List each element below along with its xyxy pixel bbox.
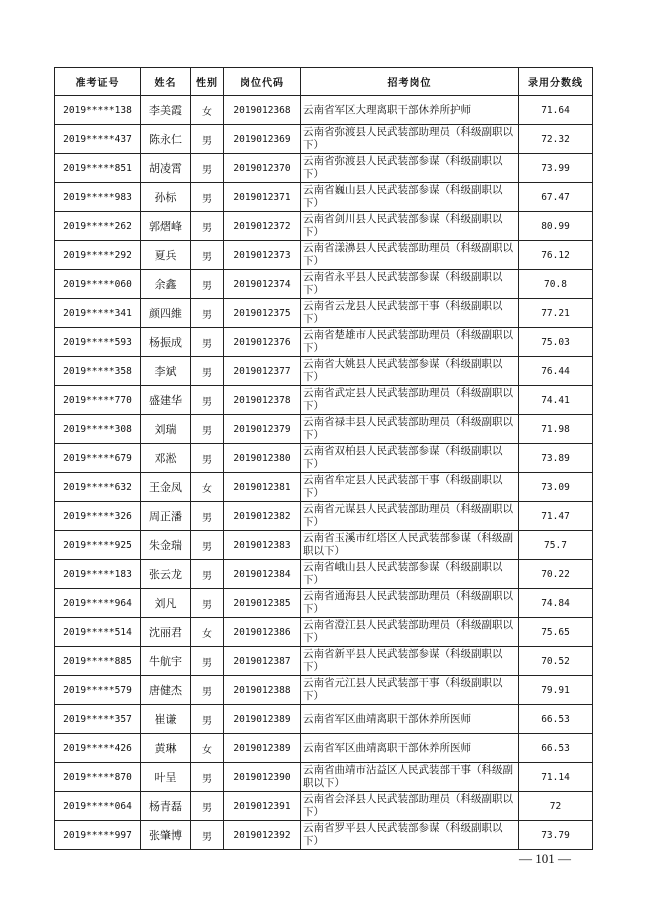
header-score-line: 录用分数线: [519, 68, 593, 96]
gender-cell: 男: [191, 676, 224, 705]
gender-cell: 男: [191, 705, 224, 734]
gender-cell: 男: [191, 792, 224, 821]
table-row: [55, 502, 593, 531]
position-code-cell: 2019012380: [224, 444, 301, 473]
gender-cell: 男: [191, 560, 224, 589]
position-code-cell: 2019012386: [224, 618, 301, 647]
exam-number-cell: 2019*****292: [55, 241, 141, 270]
score-line-cell: 72: [519, 792, 593, 821]
gender-cell: 女: [191, 473, 224, 502]
name-cell: 张云龙: [141, 560, 191, 589]
score-line-cell: 73.79: [519, 821, 593, 850]
position-cell: 云南省大姚县人民武装部参谋（科级副职以下）: [301, 357, 519, 386]
position-cell: 云南省曲靖市沾益区人民武装部干事（科级副职以下）: [301, 763, 519, 792]
gender-cell: 男: [191, 212, 224, 241]
position-code-cell: 2019012385: [224, 589, 301, 618]
position-code-cell: 2019012379: [224, 415, 301, 444]
position-code-cell: 2019012372: [224, 212, 301, 241]
table-row: [55, 299, 593, 328]
table-row: [55, 125, 593, 154]
score-line-cell: 74.41: [519, 386, 593, 415]
score-line-cell: 72.32: [519, 125, 593, 154]
name-cell: 沈丽君: [141, 618, 191, 647]
name-cell: 杨振成: [141, 328, 191, 357]
name-cell: 余鑫: [141, 270, 191, 299]
gender-cell: 男: [191, 183, 224, 212]
position-code-cell: 2019012381: [224, 473, 301, 502]
position-code-cell: 2019012375: [224, 299, 301, 328]
name-cell: 陈永仁: [141, 125, 191, 154]
position-cell: 云南省永平县人民武装部参谋（科级副职以下）: [301, 270, 519, 299]
position-code-cell: 2019012384: [224, 560, 301, 589]
exam-number-cell: 2019*****514: [55, 618, 141, 647]
exam-number-cell: 2019*****851: [55, 154, 141, 183]
exam-number-cell: 2019*****964: [55, 589, 141, 618]
score-line-cell: 75.7: [519, 531, 593, 560]
exam-number-cell: 2019*****262: [55, 212, 141, 241]
position-code-cell: 2019012373: [224, 241, 301, 270]
header-position: 招考岗位: [301, 68, 519, 96]
score-line-cell: 79.91: [519, 676, 593, 705]
name-cell: 夏兵: [141, 241, 191, 270]
exam-number-cell: 2019*****308: [55, 415, 141, 444]
gender-cell: 男: [191, 125, 224, 154]
table-row: [55, 589, 593, 618]
gender-cell: 男: [191, 589, 224, 618]
table-body: [55, 96, 593, 850]
name-cell: 张肇博: [141, 821, 191, 850]
position-cell: 云南省通海县人民武装部助理员（科级副职以下）: [301, 589, 519, 618]
header-name: 姓名: [141, 68, 191, 96]
exam-number-cell: 2019*****593: [55, 328, 141, 357]
table-row: [55, 415, 593, 444]
score-line-cell: 73.09: [519, 473, 593, 502]
gender-cell: 男: [191, 444, 224, 473]
score-line-cell: 67.47: [519, 183, 593, 212]
position-cell: 云南省楚雄市人民武装部助理员（科级副职以下）: [301, 328, 519, 357]
gender-cell: 男: [191, 415, 224, 444]
gender-cell: 男: [191, 763, 224, 792]
exam-number-cell: 2019*****358: [55, 357, 141, 386]
exam-number-cell: 2019*****870: [55, 763, 141, 792]
score-line-cell: 70.52: [519, 647, 593, 676]
position-cell: 云南省双柏县人民武装部参谋（科级副职以下）: [301, 444, 519, 473]
name-cell: 盛建华: [141, 386, 191, 415]
score-line-cell: 71.98: [519, 415, 593, 444]
score-line-cell: 75.03: [519, 328, 593, 357]
gender-cell: 男: [191, 299, 224, 328]
position-code-cell: 2019012374: [224, 270, 301, 299]
score-line-cell: 70.22: [519, 560, 593, 589]
position-cell: 云南省弥渡县人民武装部参谋（科级副职以下）: [301, 154, 519, 183]
name-cell: 孙标: [141, 183, 191, 212]
name-cell: 唐健杰: [141, 676, 191, 705]
position-code-cell: 2019012368: [224, 96, 301, 125]
position-cell: 云南省罗平县人民武装部参谋（科级副职以下）: [301, 821, 519, 850]
gender-cell: 女: [191, 96, 224, 125]
gender-cell: 男: [191, 531, 224, 560]
position-cell: 云南省武定县人民武装部助理员（科级副职以下）: [301, 386, 519, 415]
position-code-cell: 2019012369: [224, 125, 301, 154]
position-cell: 云南省澄江县人民武装部助理员（科级副职以下）: [301, 618, 519, 647]
score-line-cell: 66.53: [519, 705, 593, 734]
score-line-cell: 74.84: [519, 589, 593, 618]
exam-number-cell: 2019*****357: [55, 705, 141, 734]
position-code-cell: 2019012371: [224, 183, 301, 212]
exam-number-cell: 2019*****064: [55, 792, 141, 821]
position-code-cell: 2019012391: [224, 792, 301, 821]
position-cell: 云南省军区曲靖离职干部休养所医师: [301, 705, 519, 734]
position-code-cell: 2019012378: [224, 386, 301, 415]
exam-number-cell: 2019*****925: [55, 531, 141, 560]
exam-number-cell: 2019*****060: [55, 270, 141, 299]
exam-number-cell: 2019*****341: [55, 299, 141, 328]
gender-cell: 男: [191, 502, 224, 531]
table-row: [55, 734, 593, 763]
position-cell: 云南省元江县人民武装部干事（科级副职以下）: [301, 676, 519, 705]
table-row: [55, 647, 593, 676]
exam-number-cell: 2019*****885: [55, 647, 141, 676]
name-cell: 周正潘: [141, 502, 191, 531]
score-line-cell: 75.65: [519, 618, 593, 647]
gender-cell: 男: [191, 328, 224, 357]
name-cell: 朱金瑞: [141, 531, 191, 560]
position-code-cell: 2019012370: [224, 154, 301, 183]
name-cell: 杨青磊: [141, 792, 191, 821]
position-cell: 云南省巍山县人民武装部参谋（科级副职以下）: [301, 183, 519, 212]
gender-cell: 女: [191, 734, 224, 763]
gender-cell: 男: [191, 386, 224, 415]
score-table: [54, 67, 593, 850]
gender-cell: 男: [191, 154, 224, 183]
header-exam-number: 准考证号: [55, 68, 141, 96]
position-cell: 云南省会泽县人民武装部助理员（科级副职以下）: [301, 792, 519, 821]
table-row: [55, 270, 593, 299]
score-line-cell: 73.89: [519, 444, 593, 473]
gender-cell: 男: [191, 270, 224, 299]
gender-cell: 男: [191, 241, 224, 270]
position-code-cell: 2019012383: [224, 531, 301, 560]
name-cell: 王金凤: [141, 473, 191, 502]
table-row: [55, 444, 593, 473]
position-cell: 云南省禄丰县人民武装部助理员（科级副职以下）: [301, 415, 519, 444]
header-position-code: 岗位代码: [224, 68, 301, 96]
position-code-cell: 2019012376: [224, 328, 301, 357]
name-cell: 牛航宇: [141, 647, 191, 676]
position-cell: 云南省玉溪市红塔区人民武装部参谋（科级副职以下）: [301, 531, 519, 560]
position-cell: 云南省云龙县人民武装部干事（科级副职以下）: [301, 299, 519, 328]
score-line-cell: 71.47: [519, 502, 593, 531]
score-line-cell: 70.8: [519, 270, 593, 299]
name-cell: 邓淞: [141, 444, 191, 473]
name-cell: 胡凌霄: [141, 154, 191, 183]
position-cell: 云南省剑川县人民武装部参谋（科级副职以下）: [301, 212, 519, 241]
position-cell: 云南省牟定县人民武装部干事（科级副职以下）: [301, 473, 519, 502]
position-code-cell: 2019012390: [224, 763, 301, 792]
name-cell: 郭熠峰: [141, 212, 191, 241]
table-row: [55, 357, 593, 386]
score-line-cell: 66.53: [519, 734, 593, 763]
position-code-cell: 2019012388: [224, 676, 301, 705]
position-code-cell: 2019012382: [224, 502, 301, 531]
table-header-row: [55, 68, 593, 96]
name-cell: 崔谦: [141, 705, 191, 734]
score-line-cell: 73.99: [519, 154, 593, 183]
position-cell: 云南省军区大理离职干部休养所护师: [301, 96, 519, 125]
name-cell: 李斌: [141, 357, 191, 386]
exam-number-cell: 2019*****437: [55, 125, 141, 154]
table-row: [55, 154, 593, 183]
gender-cell: 男: [191, 647, 224, 676]
table-row: [55, 618, 593, 647]
score-line-cell: 71.64: [519, 96, 593, 125]
exam-number-cell: 2019*****426: [55, 734, 141, 763]
position-cell: 云南省元谋县人民武装部助理员（科级副职以下）: [301, 502, 519, 531]
exam-number-cell: 2019*****997: [55, 821, 141, 850]
exam-number-cell: 2019*****326: [55, 502, 141, 531]
position-code-cell: 2019012389: [224, 705, 301, 734]
score-line-cell: 80.99: [519, 212, 593, 241]
table-row: [55, 821, 593, 850]
exam-number-cell: 2019*****183: [55, 560, 141, 589]
position-cell: 云南省峨山县人民武装部参谋（科级副职以下）: [301, 560, 519, 589]
exam-number-cell: 2019*****983: [55, 183, 141, 212]
position-cell: 云南省新平县人民武装部参谋（科级副职以下）: [301, 647, 519, 676]
table-row: [55, 386, 593, 415]
exam-number-cell: 2019*****579: [55, 676, 141, 705]
name-cell: 刘瑞: [141, 415, 191, 444]
score-line-cell: 76.12: [519, 241, 593, 270]
exam-number-cell: 2019*****770: [55, 386, 141, 415]
table-row: [55, 676, 593, 705]
exam-number-cell: 2019*****679: [55, 444, 141, 473]
position-cell: 云南省军区曲靖离职干部休养所医师: [301, 734, 519, 763]
name-cell: 刘凡: [141, 589, 191, 618]
table-row: [55, 473, 593, 502]
score-line-cell: 71.14: [519, 763, 593, 792]
name-cell: 黄琳: [141, 734, 191, 763]
score-line-cell: 76.44: [519, 357, 593, 386]
position-cell: 云南省漾濞县人民武装部助理员（科级副职以下）: [301, 241, 519, 270]
table-row: [55, 763, 593, 792]
name-cell: 李美霞: [141, 96, 191, 125]
page-number: — 101 —: [519, 851, 571, 866]
position-cell: 云南省弥渡县人民武装部助理员（科级副职以下）: [301, 125, 519, 154]
table-row: [55, 96, 593, 125]
gender-cell: 女: [191, 618, 224, 647]
position-code-cell: 2019012387: [224, 647, 301, 676]
table-row: [55, 531, 593, 560]
table-row: [55, 792, 593, 821]
exam-number-cell: 2019*****138: [55, 96, 141, 125]
table-row: [55, 705, 593, 734]
header-gender: 性别: [191, 68, 224, 96]
position-code-cell: 2019012377: [224, 357, 301, 386]
name-cell: 颜四維: [141, 299, 191, 328]
gender-cell: 男: [191, 821, 224, 850]
name-cell: 叶呈: [141, 763, 191, 792]
position-code-cell: 2019012392: [224, 821, 301, 850]
table-row: [55, 212, 593, 241]
table-row: [55, 183, 593, 212]
exam-number-cell: 2019*****632: [55, 473, 141, 502]
table-row: [55, 560, 593, 589]
position-code-cell: 2019012389: [224, 734, 301, 763]
table-row: [55, 328, 593, 357]
score-line-cell: 77.21: [519, 299, 593, 328]
table-row: [55, 241, 593, 270]
gender-cell: 男: [191, 357, 224, 386]
